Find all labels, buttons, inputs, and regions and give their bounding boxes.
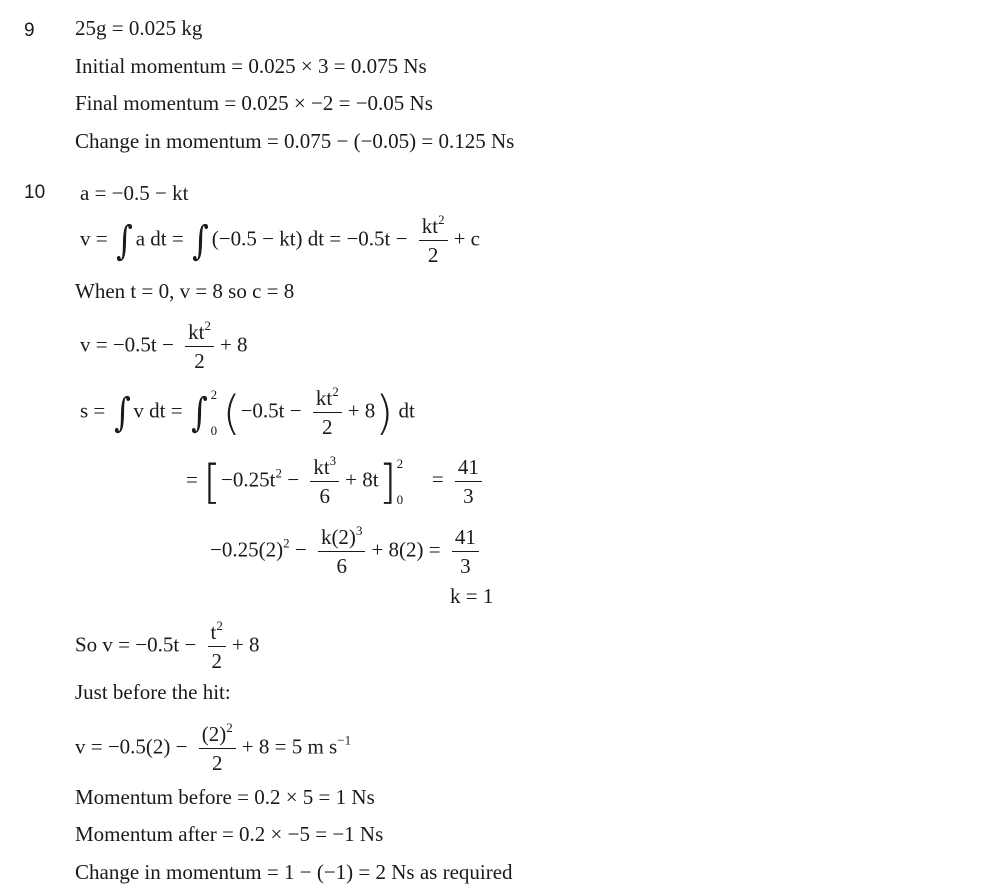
- q10-k-result: k = 1: [450, 584, 494, 608]
- q10-velocity-equation: v = −0.5t − $\frac{kt^2}{2}$ + 8: [80, 318, 248, 373]
- q10-acceleration: a = −0.5 − kt: [80, 181, 189, 205]
- q9-change-momentum: Change in momentum = 0.075 − (−0.05) = 0.125 Ns: [75, 129, 515, 153]
- integral-sign: ∫: [115, 217, 133, 264]
- q10-velocity-at-hit: v = −0.5(2) − $\frac{(2)^2}{2}$ + 8 = 5 m $s^{-1}$: [75, 720, 352, 775]
- q9-initial-momentum: Initial momentum = 0.025 × 3 = 0.075 Ns: [75, 54, 427, 78]
- q10-velocity-integral: v = ∫ a dt = ∫ (−0.5 − kt) dt = −0.5t − $\frac{kt^2}{2}$ + c: [80, 212, 481, 267]
- q10-substitution: $-0.25(2)^2$ − $\frac{k(2)^3}{6}$ + 8(2) = $\frac{41}{3}$: [210, 523, 485, 580]
- question-number-10: 10: [24, 182, 46, 203]
- q10-so-velocity: So v = −0.5t − $\frac{t^2}{2}$ + 8: [75, 618, 260, 673]
- integral-sign: ∫: [192, 217, 209, 264]
- q10-change-momentum: Change in momentum = 1 − (−1) = 2 Ns as required: [75, 860, 513, 884]
- q10-just-before-hit: Just before the hit:: [75, 680, 231, 704]
- q10-momentum-before: Momentum before = 0.2 × 5 = 1 Ns: [75, 785, 375, 809]
- q10-when-condition: When t = 0, v = 8 so c = 8: [75, 279, 295, 303]
- question-number-9: 9: [24, 20, 35, 41]
- q10-momentum-after: Momentum after = 0.2 × −5 = −1 Ns: [75, 822, 384, 846]
- q9-mass-conversion: 25g = 0.025 kg: [75, 16, 203, 40]
- q10-evaluated-integral: = [$-0.25t^2$ − $\frac{kt^3}{6}$ + 8t] 2 0 = $\frac{41}{3}$: [186, 453, 488, 510]
- q10-displacement-integral: s = ∫ v dt = ∫ 2 0 (−0.5t − $\frac{kt^2}{2}$ + 8) dt: [80, 384, 415, 440]
- q9-final-momentum: Final momentum = 0.025 × −2 = −0.05 Ns: [75, 91, 433, 115]
